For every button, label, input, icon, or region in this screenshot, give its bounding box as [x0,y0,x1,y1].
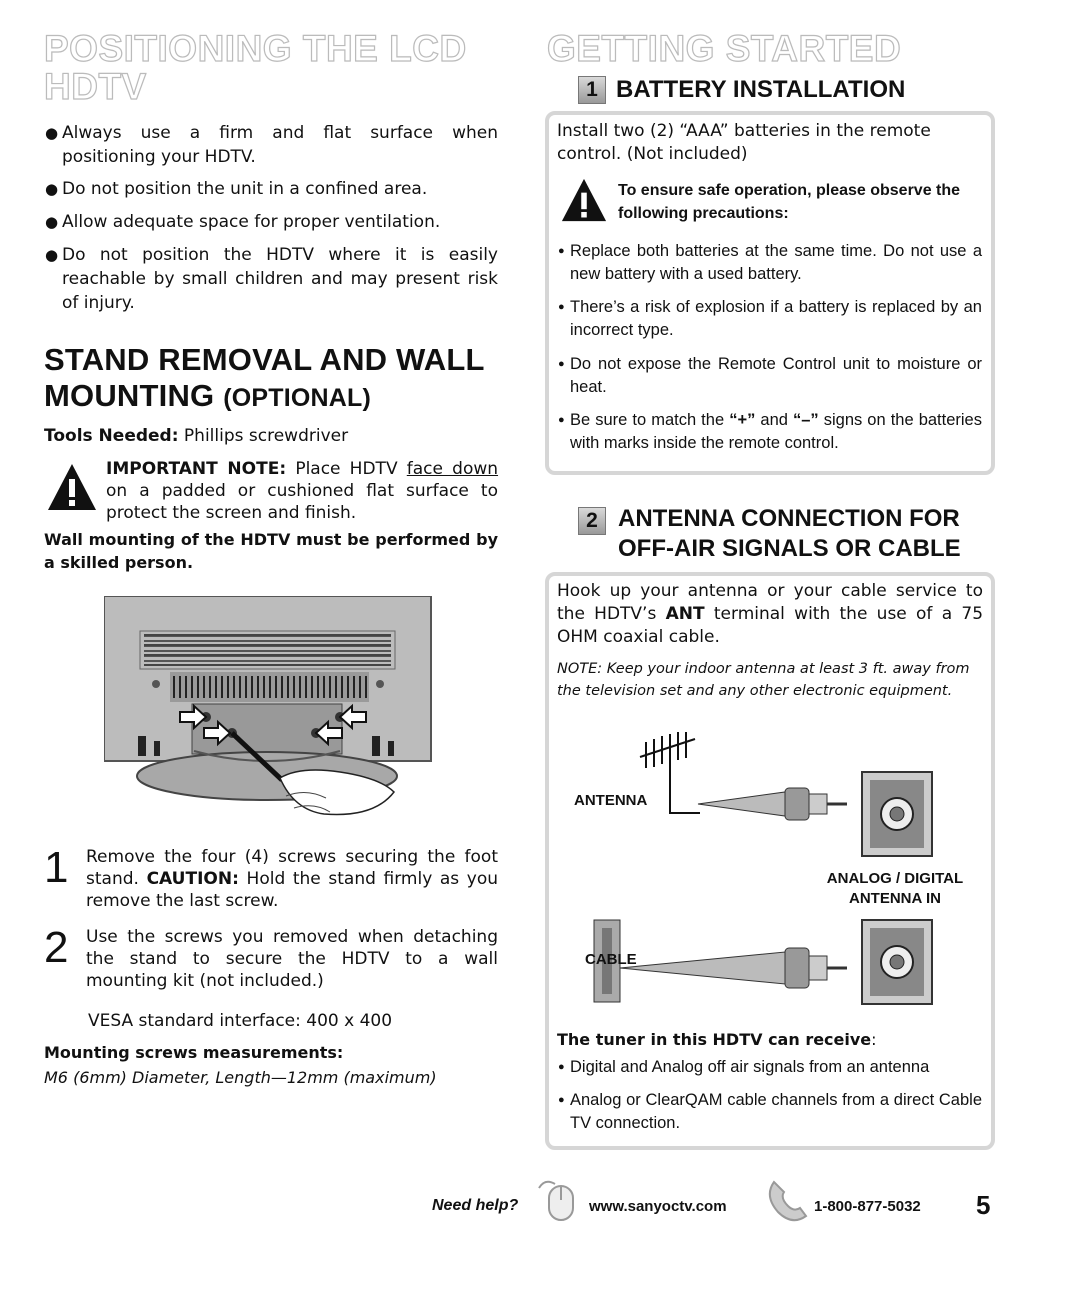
important-note: IMPORTANT NOTE: Place HDTV face down on a padded or cushioned flat surface to protect the screen and finish. [106,459,499,523]
website-link[interactable]: www.sanyoctv.com [589,1198,727,1215]
label-antenna: ANTENNA [574,792,648,809]
antenna-heading: ANTENNA CONNECTION FOR OFF-AIR SIGNALS OR CABLE [618,505,961,562]
step-1-number: 1 [44,843,69,892]
left-page-title: POSITIONING THE LCD HDTV [44,28,467,107]
precaution-item: ● Replace both batteries at the same time. Do not use a new battery with a used battery. [558,242,982,283]
antenna-intro: Hook up your antenna or your cable service to the HDTV’s ANT terminal with the use of a 75 OHM coaxial cable. [557,581,984,647]
phone-number: 1-800-877-5032 [814,1198,921,1215]
tools-needed: Tools Needed: Phillips screwdriver [44,426,349,446]
need-help-label: Need help? [432,1197,519,1214]
vesa-interface: VESA standard interface: 400 x 400 [88,1011,393,1031]
precaution-item: ● There’s a risk of explosion if a battery is replaced by an incorrect type. [558,298,982,339]
tuner-item: ● Digital and Analog off air signals from an antenna [558,1058,930,1076]
right-page-title: GETTING STARTED [547,28,902,69]
label-cable: CABLE [585,951,637,968]
battery-heading: BATTERY INSTALLATION [616,76,906,103]
positioning-bullet: ● Allow adequate space for proper ventilation. [45,212,441,232]
positioning-bullet: ● Always use a firm and flat surface when positioning your HDTV. [45,123,498,167]
phone-icon [764,1176,810,1222]
positioning-bullet: ● Do not position the HDTV where it is easily reachable by small children and may present risk of injury. [45,245,498,313]
tv-back-illustration [104,596,532,832]
stand-removal-heading: STAND REMOVAL AND WALL MOUNTING (OPTIONAL) [44,342,485,413]
wall-mount-warning: Wall mounting of the HDTV must be performed by a skilled person. [44,530,498,572]
tuner-item: ● Analog or ClearQAM cable channels from a direct Cable TV connection. [558,1091,982,1132]
positioning-bullet: ● Do not position the unit in a confined area. [45,179,428,199]
step-2-text: Use the screws you removed when detaching the stand to secure the HDTV to a wall mounting kit (not included.) [86,927,498,991]
step-badge-2: 2 [578,507,606,535]
screws-value: M6 (6mm) Diameter, Length—12mm (maximum) [44,1068,437,1087]
tuner-heading: The tuner in this HDTV can receive: [557,1030,877,1049]
battery-intro: Install two (2) “AAA” batteries in the remote control. (Not included) [557,121,931,164]
precaution-item: ● Do not expose the Remote Control unit to moisture or heat. [558,355,982,396]
page-number: 5 [976,1190,991,1220]
step-badge-1: 1 [578,76,606,104]
precaution-heading: To ensure safe operation, please observe the following precautions: [618,182,961,222]
label-analog-digital: ANALOG / DIGITAL ANTENNA IN [826,870,964,907]
mouse-icon [535,1176,581,1222]
step-1-text: Remove the four (4) screws securing the foot stand. CAUTION: Hold the stand firmly as you remove the last screw. [86,847,499,911]
antenna-note: NOTE: Keep your indoor antenna at least 3 ft. away from the television set and any other electronic equipment. [557,661,970,699]
step-2-number: 2 [44,923,69,972]
screws-heading: Mounting screws measurements: [44,1043,344,1062]
precaution-item: ● Be sure to match the “+” and “–” signs on the batteries with marks inside the remote control. [558,411,982,452]
warning-icon [46,462,98,512]
warning-icon [560,177,608,223]
